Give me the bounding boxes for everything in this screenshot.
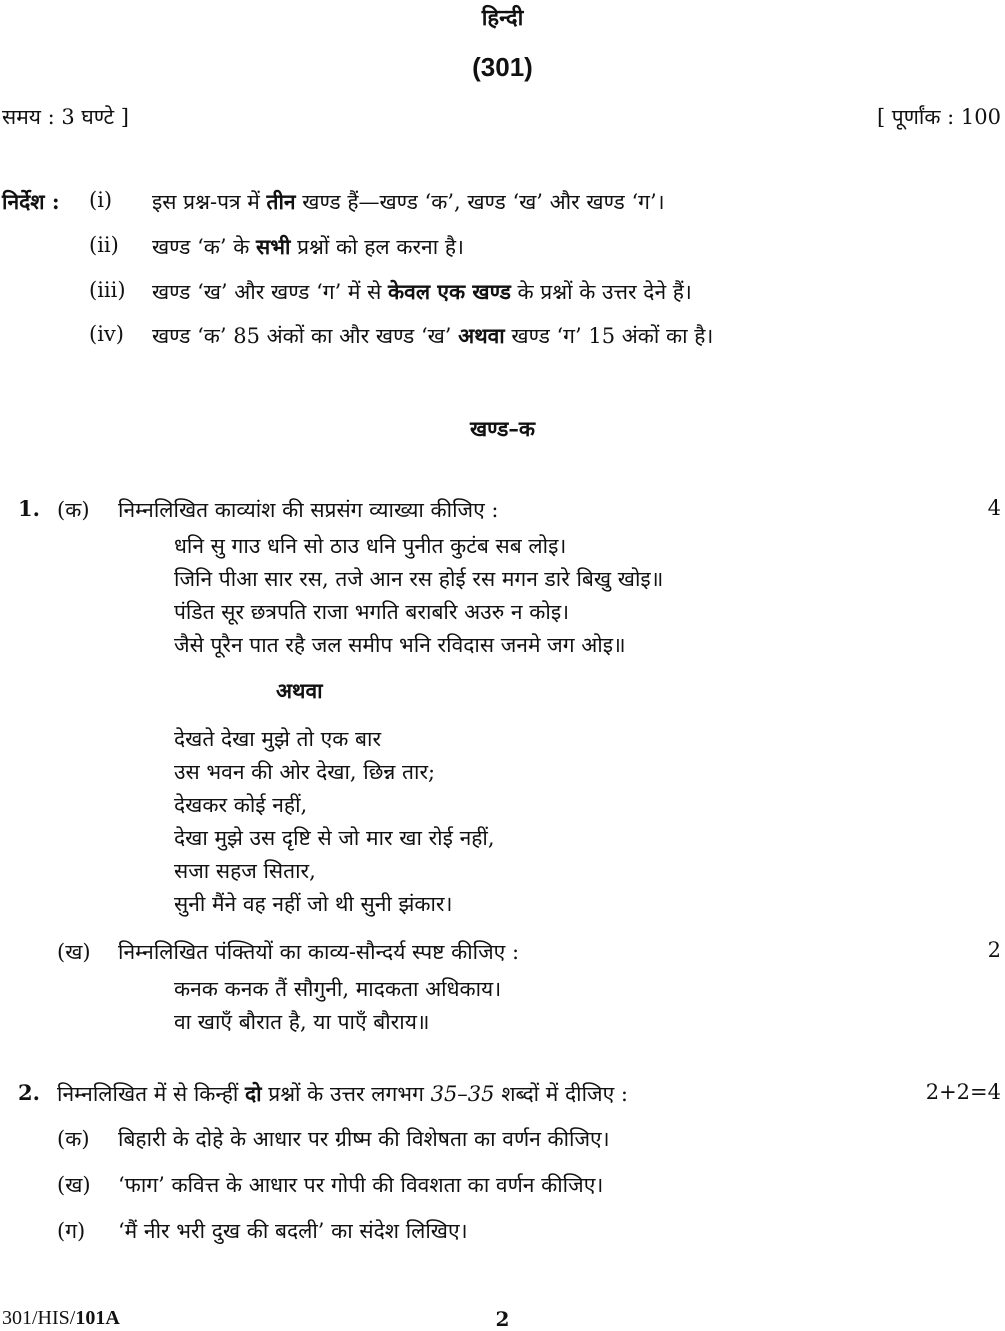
instruction-num: (ii): [89, 233, 119, 257]
poem-line: देखते देखा मुझे तो एक बार: [174, 727, 382, 751]
poem-line: वा खाएँ बौरात है, या पाएँ बौराय॥: [174, 1010, 430, 1034]
poem-line: जैसे पूरैन पात रहै जल समीप भनि रविदास जनमे जग ओइ॥: [174, 633, 626, 657]
question-text: निम्नलिखित पंक्तियों का काव्य-सौन्दर्य स्पष्ट कीजिए :: [118, 940, 520, 964]
instruction-num: (iv): [89, 322, 124, 346]
poem-line: जिनि पीआ सार रस, तजे आन रस होई रस मगन डारे बिखु खोइ॥: [174, 567, 664, 591]
question-text: निम्नलिखित काव्यांश की सप्रसंग व्याख्या कीजिए :: [118, 498, 499, 522]
poem-line: कनक कनक तैं सौगुनी, मादकता अधिकाय।: [174, 977, 502, 1001]
footer-paper-code: 301/HIS/101A: [2, 1307, 120, 1329]
poem-line: उस भवन की ओर देखा, छिन्न तार;: [174, 760, 436, 784]
max-marks: [ पूर्णांक : 100: [876, 105, 1001, 129]
paper-code: (301): [472, 52, 533, 82]
poem-line: सुनी मैंने वह नहीं जो थी सुनी झंकार।: [174, 892, 453, 916]
instruction-num: (i): [89, 188, 113, 212]
question-text: निम्नलिखित में से किन्हीं दो प्रश्नों के उत्तर लगभग 35–35 शब्दों में दीजिए :: [57, 1081, 628, 1106]
instruction-text: खण्ड ‘ख’ और खण्ड ‘ग’ में से केवल एक खण्ड के प्रश्नों के उत्तर देने हैं।: [152, 279, 692, 304]
poem-line: देखा मुझे उस दृष्टि से जो मार खा रोई नहीं,: [174, 826, 495, 850]
poem-line: पंडित सूर छत्रपति राजा भगति बराबरि अउरु न कोइ।: [174, 600, 570, 624]
question-marks: 4: [987, 496, 1001, 520]
instruction-text: खण्ड ‘क’ के सभी प्रश्नों को हल करना है।: [152, 234, 464, 259]
sub-question-label: (ख): [57, 940, 91, 964]
poem-line: देखकर कोई नहीं,: [174, 793, 308, 817]
sub-question-text: ‘फाग’ कवित्त के आधार पर गोपी की विवशता का वर्णन कीजिए।: [118, 1173, 604, 1197]
time-duration: समय : 3 घण्टे ]: [2, 105, 130, 129]
page-number: 2: [495, 1307, 510, 1331]
sub-question-text: ‘मैं नीर भरी दुख की बदली’ का संदेश लिखिए।: [118, 1219, 468, 1243]
question-number: 2.: [18, 1080, 40, 1105]
section-title: खण्ड–क: [469, 416, 536, 441]
instruction-num: (iii): [89, 278, 126, 302]
poem-line: धनि सु गाउ धनि सो ठाउ धनि पुनीत कुटंब सब लोइ।: [174, 534, 567, 558]
question-marks: 2: [987, 938, 1001, 962]
instructions-label: निर्देश :: [2, 189, 60, 214]
question-marks: 2+2=4: [925, 1080, 1001, 1104]
instruction-text: खण्ड ‘क’ 85 अंकों का और खण्ड ‘ख’ अथवा खण्ड ‘ग’ 15 अंकों का है।: [152, 323, 714, 348]
subject-title: हिन्दी: [481, 5, 524, 31]
question-number: 1.: [18, 496, 40, 521]
sub-question-label: (क): [57, 498, 90, 522]
sub-question-text: बिहारी के दोहे के आधार पर ग्रीष्म की विशेषता का वर्णन कीजिए।: [118, 1127, 610, 1151]
poem-line: सजा सहज सितार,: [174, 859, 316, 883]
sub-question-label: (ग): [57, 1219, 86, 1243]
sub-question-label: (ख): [57, 1173, 91, 1197]
sub-question-label: (क): [57, 1127, 90, 1151]
or-label: अथवा: [276, 678, 323, 703]
instruction-text: इस प्रश्न-पत्र में तीन खण्ड हैं—खण्ड ‘क’, खण्ड ‘ख’ और खण्ड ‘ग’।: [152, 189, 665, 214]
